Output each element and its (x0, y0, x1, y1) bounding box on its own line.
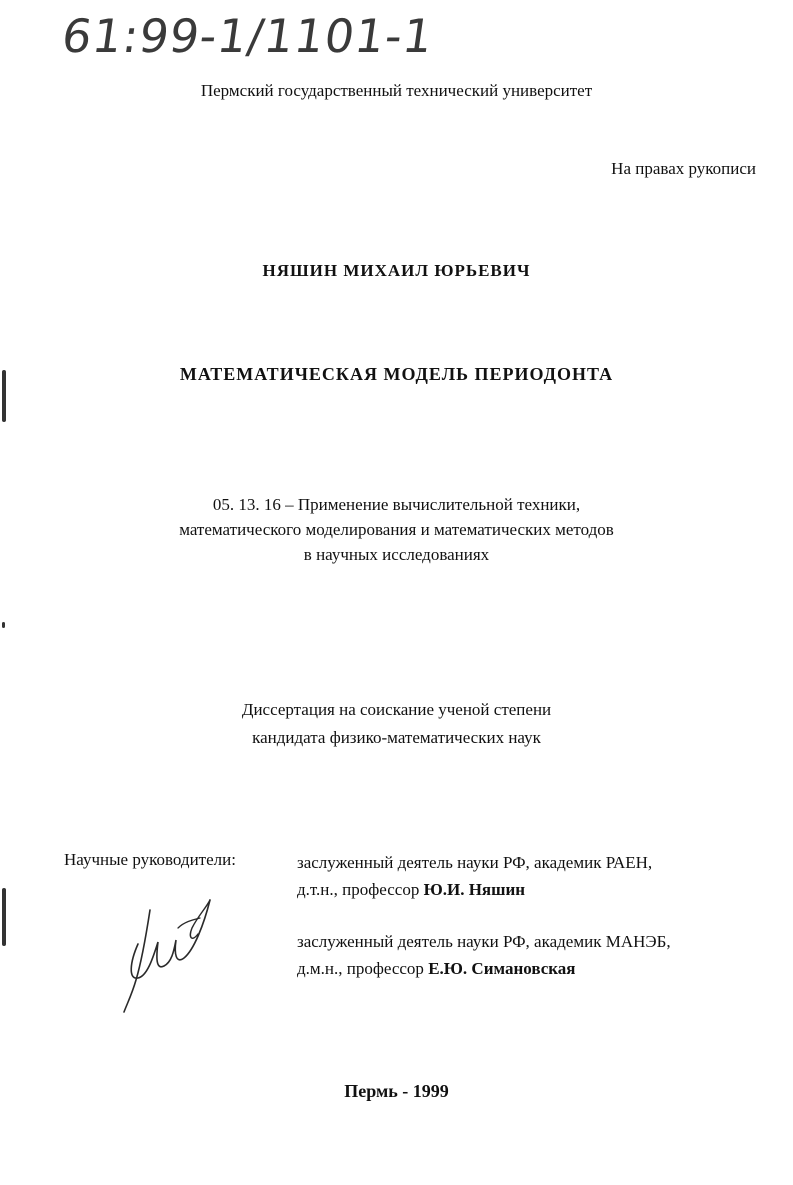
archive-code-handwritten: 61:99-1/1101-1 (58, 9, 438, 63)
supervisor-first-title: заслуженный деятель науки РФ, академик РАЕН, (297, 853, 653, 872)
signature-icon (112, 888, 222, 1018)
manuscript-note: На правах рукописи (611, 159, 756, 178)
degree-block (0, 696, 793, 752)
scan-margin-mark (2, 370, 6, 422)
supervisor-second-degree-line (297, 955, 671, 982)
author-name: НЯШИН МИХАИЛ ЮРЬЕВИЧ (262, 261, 531, 280)
scan-margin-mark (2, 622, 5, 628)
supervisor-first (297, 849, 652, 903)
specialty-line-1: 05. 13. 16 – Применение вычислительной техники, (212, 495, 581, 514)
degree-line-1: Диссертация на соискание ученой степени (241, 700, 552, 719)
supervisor-second-degree: д.м.н., профессор (297, 959, 429, 978)
university-name: Пермский государственный технический университет (200, 81, 593, 100)
specialty-line-2: математического моделирования и математических методов (179, 520, 614, 539)
supervisor-second (297, 928, 671, 982)
city-year: Пермь - 1999 (344, 1081, 449, 1101)
scan-margin-mark (2, 888, 6, 946)
supervisor-first-degree-line (297, 876, 652, 903)
supervisor-second-name: Е.Ю. Симановская (428, 959, 576, 978)
dissertation-title: МАТЕМАТИЧЕСКАЯ МОДЕЛЬ ПЕРИОДОНТА (179, 364, 614, 384)
supervisors-label: Научные руководители: (64, 850, 236, 869)
supervisor-second-title: заслуженный деятель науки РФ, академик МАНЭБ, (297, 932, 671, 951)
specialty-line-3: в научных исследованиях (303, 545, 490, 564)
supervisor-first-degree: д.т.н., профессор (297, 880, 424, 899)
degree-line-2: кандидата физико-математических наук (252, 728, 541, 747)
supervisor-first-name: Ю.И. Няшин (423, 880, 526, 899)
specialty-block (0, 492, 793, 567)
